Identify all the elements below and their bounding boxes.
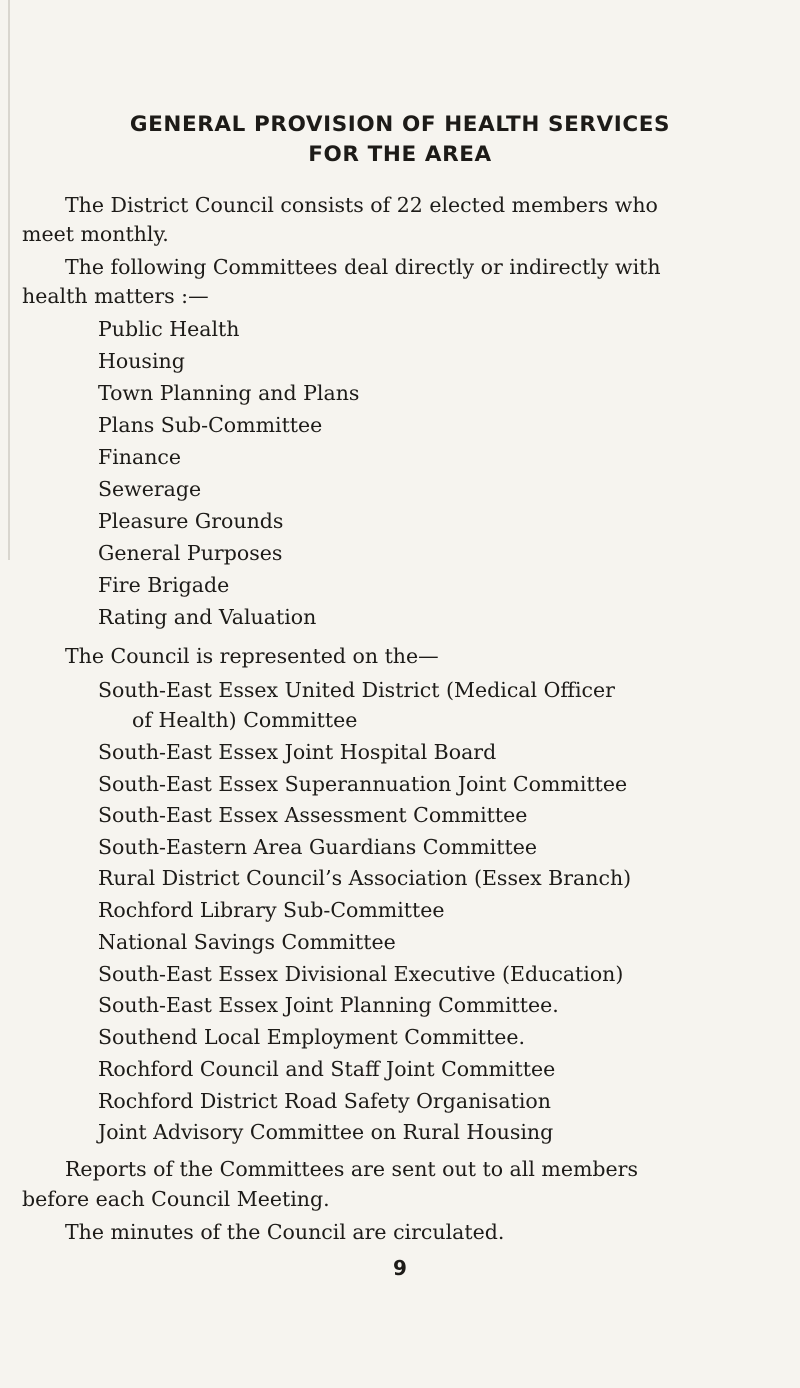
reports-paragraph-line-1: Reports of the Committees are sent out to all members [65,1157,638,1181]
list-item: South-East Essex Assessment Committee [98,803,528,827]
list-item: Rochford District Road Safety Organisation [98,1089,551,1113]
page-title-line-1: GENERAL PROVISION OF HEALTH SERVICES [129,112,671,137]
council-paragraph-line-1: The District Council consists of 22 elected members who [65,193,658,217]
list-item: General Purposes [98,541,283,565]
list-item: Public Health [98,317,240,341]
list-item: Sewerage [98,477,202,501]
page-title-line-2: FOR THE AREA [308,142,492,167]
committees-paragraph-line-2: health matters :— [22,284,209,308]
list-item: South-East Essex Superannuation Joint Committee [98,772,628,796]
list-item: Rochford Library Sub-Committee [98,898,445,922]
list-item: South-East Essex Divisional Executive (Education) [98,962,624,986]
list-item: Housing [98,349,185,373]
committees-paragraph-line-1: The following Committees deal directly or indirectly with [65,255,661,279]
reports-paragraph-line-2: before each Council Meeting. [22,1187,330,1211]
list-item-continuation: of Health) Committee [132,708,358,732]
list-item: South-East Essex Joint Hospital Board [98,740,497,764]
list-item: South-Eastern Area Guardians Committee [98,835,537,859]
page-number: 9 [393,1256,407,1280]
list-item: Fire Brigade [98,573,230,597]
list-item: Southend Local Employment Committee. [98,1025,525,1049]
list-item: South-East Essex Joint Planning Committee. [98,993,559,1017]
list-item: Pleasure Grounds [98,509,284,533]
list-item: Rural District Council’s Association (Essex Branch) [98,866,632,890]
minutes-paragraph: The minutes of the Council are circulated. [65,1220,505,1244]
list-item: Rating and Valuation [98,605,317,629]
list-item: Joint Advisory Committee on Rural Housing [98,1120,554,1144]
list-item: National Savings Committee [98,930,396,954]
list-item: Plans Sub-Committee [98,413,323,437]
council-paragraph-line-2: meet monthly. [22,222,169,246]
page-edge-shadow [8,0,10,560]
list-item: Finance [98,445,182,469]
list-item: Town Planning and Plans [98,381,360,405]
represented-paragraph: The Council is represented on the— [65,644,439,668]
list-item: South-East Essex United District (Medical Officer [98,678,615,702]
list-item: Rochford Council and Staff Joint Committee [98,1057,556,1081]
